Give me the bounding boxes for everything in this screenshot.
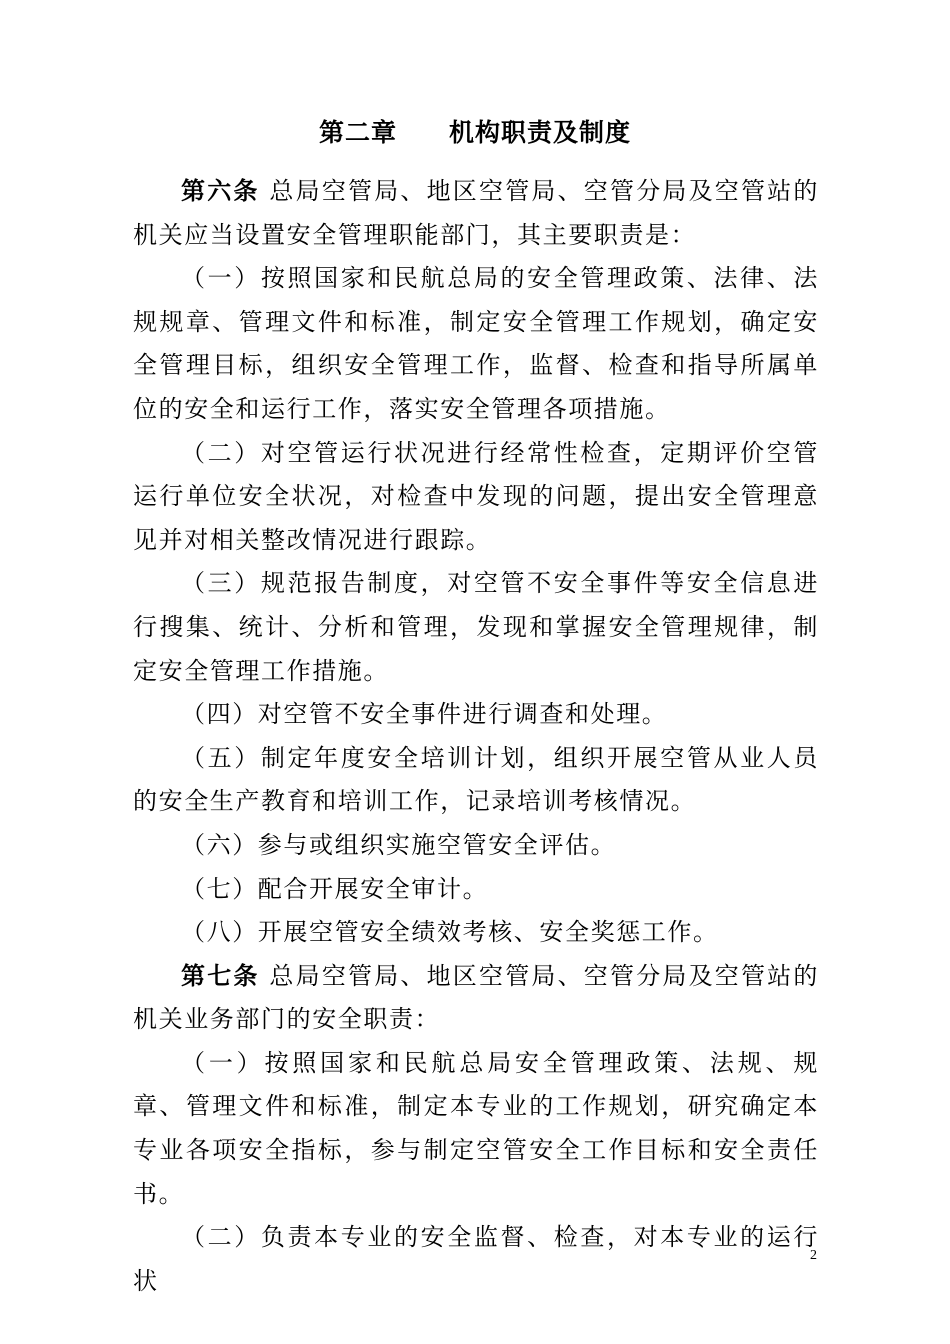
article-6-item-6 [133,824,819,868]
article-7-item-2 [133,1216,819,1303]
chapter-title: 第二章 机构职责及制度 [318,118,631,147]
article-7-item-1 [133,1042,819,1216]
paragraph-text: （七）配合开展安全审计。 [181,874,489,903]
paragraph-text: （八）开展空管安全绩效考核、安全奖惩工作。 [181,918,719,947]
article-6-item-4 [133,693,819,737]
article-6-item-8 [133,911,819,955]
article-7-heading [133,955,819,1042]
article-6-item-3 [133,562,819,693]
paragraph-text: （六）参与或组织实施空管安全评估。 [181,830,617,859]
paragraph-text: （五）制定年度安全培训计划，组织开展空管从业人员的安全生产教育和培训工作，记录培训考核情况。 [133,743,819,816]
article-6-item-7 [133,868,819,912]
paragraph-text: 总局空管局、地区空管局、空管分局及空管站的机关业务部门的安全职责： [133,961,819,1034]
paragraph-text: （二）对空管运行状况进行经常性检查，定期评价空管运行单位安全状况，对检查中发现的问题，提出安全管理意见并对相关整改情况进行跟踪。 [133,438,819,554]
article-6-item-1 [133,257,819,431]
paragraph-text: （一）按照国家和民航总局安全管理政策、法规、规章、管理文件和标准，制定本专业的工作规划，研究确定本专业各项安全指标，参与制定空管安全工作目标和安全责任书。 [133,1048,819,1208]
paragraph-text: （三）规范报告制度，对空管不安全事件等安全信息进行搜集、统计、分析和管理，发现和掌握安全管理规律，制定安全管理工作措施。 [133,569,819,685]
paragraph-text: （四）对空管不安全事件进行调查和处理。 [181,700,668,729]
body-text [133,170,819,1303]
paragraph-text: 总局空管局、地区空管局、空管分局及空管站的机关应当设置安全管理职能部门，其主要职责是： [133,177,819,249]
article-6-item-2 [133,432,819,563]
paragraph-text: （一）按照国家和民航总局的安全管理政策、法律、法规规章、管理文件和标准，制定安全管理工作规划，确定安全管理目标，组织安全管理工作，监督、检查和指导所属单位的安全和运行工作，落实安全管理各项措施。 [133,264,819,423]
article-label: 第七条 [181,961,260,990]
paragraph-text: （二）负责本专业的安全监督、检查，对本专业的运行状 [133,1223,819,1295]
page-number: 2 [810,1248,817,1263]
article-6-heading [133,170,819,257]
article-label: 第六条 [181,177,260,205]
article-6-item-5 [133,737,819,824]
